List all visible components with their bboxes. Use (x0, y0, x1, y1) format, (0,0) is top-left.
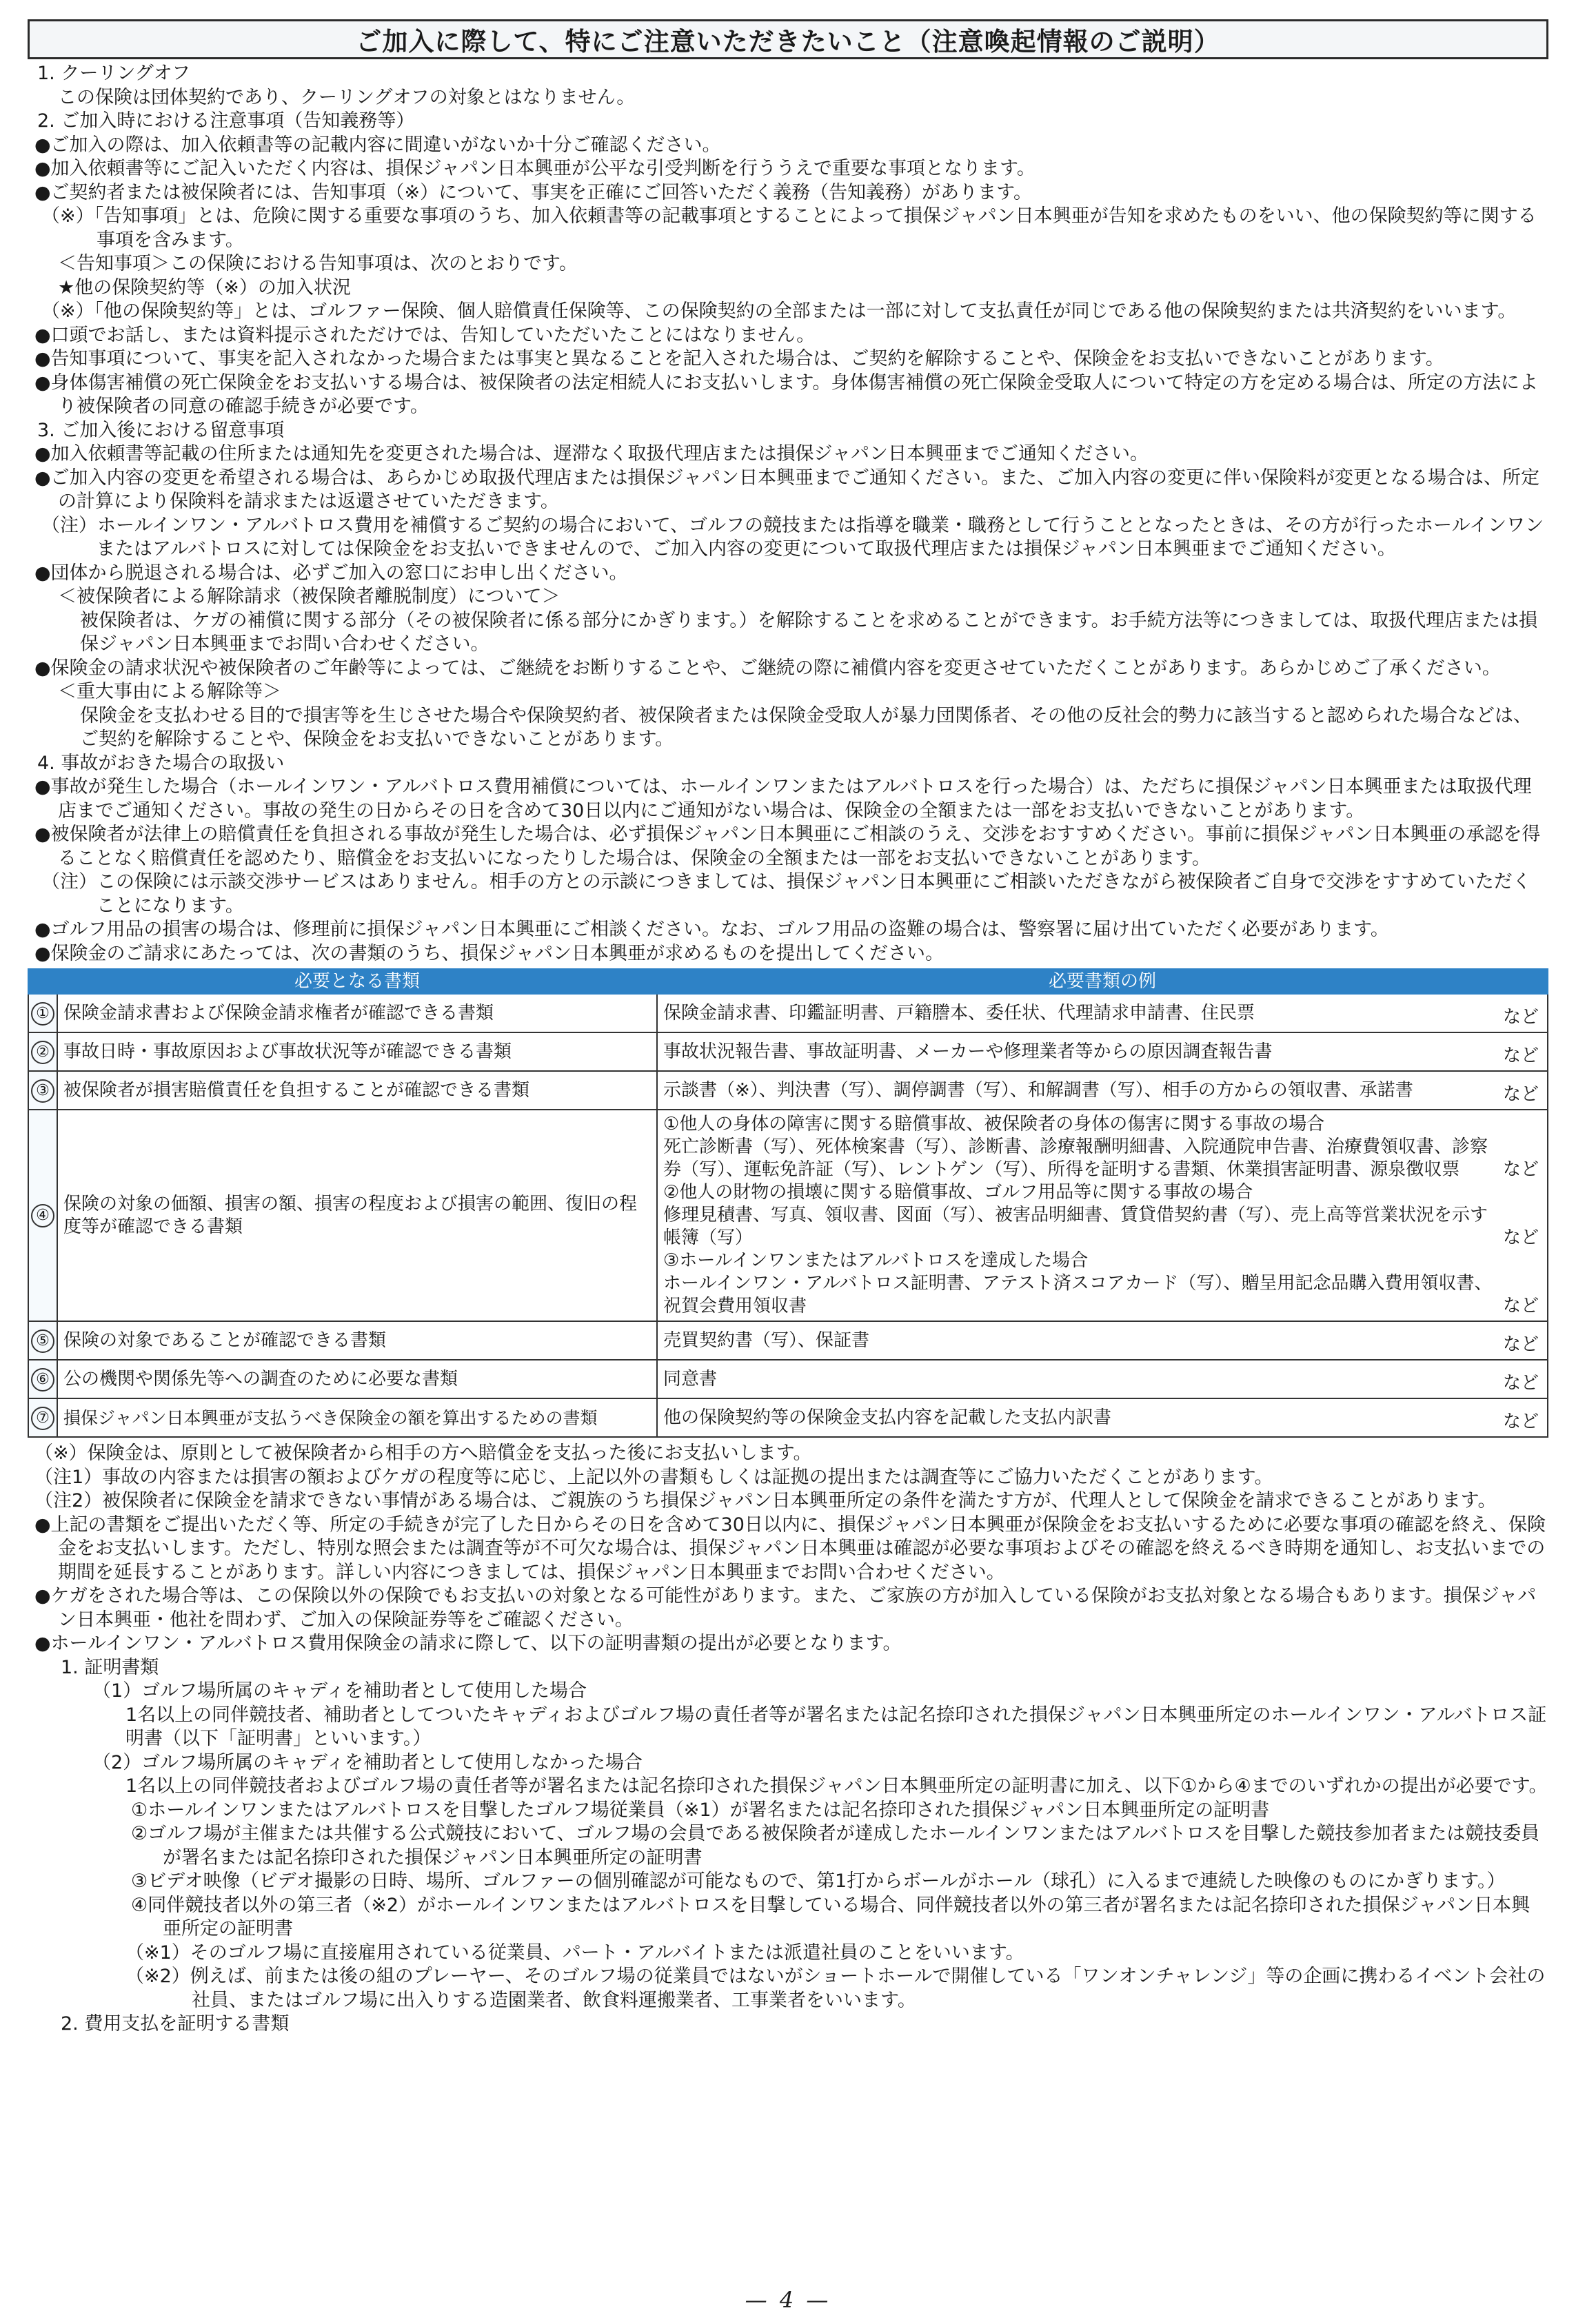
table-row (28, 1032, 1548, 1071)
bullet-item: ●ケガをされた場合等は、この保険以外の保険でもお支払いの対象となる可能性があります。また、ご家族の方が加入している保険がお支払対象となる場合もあります。損保ジャパン日本興亜・他社を問わず、ご加入の保険証券等をご確認ください。 (34, 1585, 1537, 1631)
nado-label: など (1502, 1334, 1539, 1355)
note: （注）この保険には示談交渉サービスはありません。相手の方との示談につきましては、損保ジャパン日本興亜にご相談いただきながら被保険者ご自身で交渉をすすめていただくことになります。 (41, 871, 1531, 917)
table-row (28, 1071, 1548, 1110)
note: （※）保険金は、原則として被保険者から相手の方へ賠償金を支払った後にお支払いします。 (34, 1443, 812, 1464)
paragraph: 1名以上の同伴競技者、補助者としてついたキャディおよびゴルフ場の責任者等が署名または記名捺印された損保ジャパン日本興亜所定のホールインワン・アルバトロス証明書（以下「証明書」といいます。） (125, 1704, 1547, 1749)
table-row (28, 994, 1548, 1032)
nado-label: など (1502, 1159, 1539, 1180)
bullet-item: ●ご契約者または被保険者には、告知事項（※）について、事実を正確にご回答いただく義務（告知義務）があります。 (34, 181, 1032, 203)
row-number: ⑥ (31, 1368, 54, 1392)
bullet-item: ●上記の書類をご提出いただく等、所定の手続きが完了した日からその日を含めて30日以内に、損保ジャパン日本興亜が保険金をお支払いするために必要な事項の確認を終え、保険金をお支払いします。ただし、特別な照会または調査等が不可欠な場合は、損保ジャパン日本興亜は確認が必要な事項およびその確認を終えるべき時期を通知し、お支払いまでの期間を延長することがあります。詳しい内容につきましては、損保ジャパン日本興亜までお問い合わせください。 (34, 1513, 1546, 1583)
page-number: — 4 — (745, 2287, 831, 2313)
bullet-item: ●ゴルフ用品の損害の場合は、修理前に損保ジャパン日本興亜にご相談ください。なお、ゴルフ用品の盗難の場合は、警察署に届け出ていただく必要があります。 (34, 919, 1389, 940)
page (28, 19, 1548, 2037)
nado-label: など (1502, 1227, 1539, 1248)
paragraph: 被保険者は、ケガの補償に関する部分（その被保険者に係る部分にかぎります。）を解除することを求めることができます。お手続方法等につきましては、取扱代理店または損保ジャパン日本興亜までお問い合わせください。 (80, 609, 1538, 655)
list-item: ④同伴競技者以外の第三者（※2）がホールインワンまたはアルバトロスを目撃している場合、同伴競技者以外の第三者が署名または記名捺印された損保ジャパン日本興亜所定の証明書 (131, 1894, 1530, 1939)
bullet-item: ●団体から脱退される場合は、必ずご加入の窓口にお申し出ください。 (34, 562, 628, 584)
subheading: ＜被保険者による解除請求（被保険者離脱制度）について＞ (58, 586, 560, 607)
bullet-item: ●保険金のご請求にあたっては、次の書類のうち、損保ジャパン日本興亜が求めるものを提出してください。 (34, 942, 944, 964)
example-text: ホールインワン・アルバトロス証明書、アテスト済スコアカード（写）、贈呈用記念品購入費用領収書、祝賀会費用領収書 (663, 1273, 1493, 1316)
bullet-item: ●ご加入の際は、加入依頼書等の記載内容に間違いがないか十分ご確認ください。 (34, 134, 721, 156)
section-heading: 1. クーリングオフ (37, 63, 190, 84)
bullet-item: ●告知事項について、事実を記入されなかった場合または事実と異なることを記入された場合は、ご契約を解除することや、保険金をお支払いできないことがあります。 (34, 348, 1444, 369)
example-cell (657, 1110, 1548, 1321)
note: （※）「他の保険契約等」とは、ゴルファー保険、個人賠償責任保険等、この保険契約の全部または一部に対して支払責任が同じである他の保険契約または共済契約をいいます。 (41, 300, 1517, 322)
example-text: 売買契約書（写）、保証書 (663, 1329, 870, 1351)
nado-label: など (1502, 1084, 1539, 1105)
doc-cell: 公の機関や関係先等への調査のために必要な書類 (57, 1360, 657, 1398)
table-header-row (28, 969, 1548, 994)
example-group-heading: ③ホールインワンまたはアルバトロスを達成した場合 (663, 1250, 1089, 1271)
note: （注1）事故の内容または損害の額およびケガの程度等に応じ、上記以外の書類もしくは証拠の提出または調査等にご協力いただくことがあります。 (34, 1466, 1273, 1488)
page-title: ご加入に際して、特にご注意いただきたいこと（注意喚起情報のご説明） (28, 19, 1548, 59)
row-number: ② (31, 1041, 54, 1064)
subheading: 2. 費用支払を証明する書類 (61, 2013, 290, 2035)
example-cell (657, 1071, 1548, 1110)
bullet-item: ●口頭でお話し、または資料提示されただけでは、告知していただいたことにはなりません。 (34, 324, 816, 346)
example-text: 同意書 (663, 1368, 718, 1389)
doc-cell: 保険の対象であることが確認できる書類 (57, 1321, 657, 1360)
bullet-item: ●被保険者が法律上の賠償責任を負担される事故が発生した場合は、必ず損保ジャパン日本興亜にご相談のうえ、交渉をおすすめください。事前に損保ジャパン日本興亜の承認を得ることなく賠償責任を認めたり、賠償金をお支払いになったりした場合は、保険金の全額または一部をお支払いできないことがあります。 (34, 824, 1541, 869)
subheading: （2）ゴルフ場所属のキャディを補助者として使用しなかった場合 (92, 1751, 643, 1773)
subheading: （1）ゴルフ場所属のキャディを補助者として使用した場合 (92, 1680, 587, 1702)
subheading: ＜重大事由による解除等＞ (58, 681, 281, 702)
example-group-heading: ②他人の財物の損壊に関する賠償事故、ゴルフ用品等に関する事故の場合 (663, 1182, 1253, 1203)
document-body (28, 62, 1548, 2037)
paragraph: 1名以上の同伴競技者およびゴルフ場の責任者等が署名または記名捺印された損保ジャパン日本興亜所定の証明書に加え、以下①から④までのいずれかの提出が必要です。 (125, 1775, 1548, 1797)
doc-cell: 損保ジャパン日本興亜が支払うべき保険金の額を算出するための書類 (57, 1398, 657, 1437)
nado-label: など (1502, 1296, 1539, 1316)
nado-label: など (1502, 1373, 1539, 1394)
doc-cell: 事故日時・事故原因および事故状況等が確認できる書類 (57, 1032, 657, 1071)
section-heading: 3. ご加入後における留意事項 (37, 419, 285, 441)
table-row (28, 1321, 1548, 1360)
example-cell (657, 1398, 1548, 1437)
nado-label: など (1502, 1411, 1539, 1432)
table-header-doc: 必要となる書類 (57, 969, 657, 994)
bullet-item: ●ご加入内容の変更を希望される場合は、あらかじめ取扱代理店または損保ジャパン日本興亜までご通知ください。また、ご加入内容の変更に伴い保険料が変更となる場合は、所定の計算により保険料を請求または返還させていただきます。 (34, 467, 1540, 512)
nado-label: など (1502, 1007, 1539, 1028)
example-group-heading: ①他人の身体の障害に関する賠償事故、被保険者の身体の傷害に関する事故の場合 (663, 1114, 1325, 1134)
star-item: ★他の保険契約等（※）の加入状況 (58, 276, 351, 298)
paragraph: この保険は団体契約であり、クーリングオフの対象とはなりません。 (58, 86, 636, 108)
nado-label: など (1502, 1046, 1539, 1066)
subheading: ＜告知事項＞この保険における告知事項は、次のとおりです。 (58, 253, 578, 274)
example-text: 事故状況報告書、事故証明書、メーカーや修理業者等からの原因調査報告書 (663, 1041, 1273, 1062)
note: （※）「告知事項」とは、危険に関する重要な事項のうち、加入依頼書等の記載事項とすることによって損保ジャパン日本興亜が告知を求めたものをいい、他の保険契約等に関する事項を含みます。 (41, 205, 1537, 251)
doc-cell: 保険金請求書および保険金請求権者が確認できる書類 (57, 994, 657, 1032)
paragraph: 保険金を支払わせる目的で損害等を生じさせた場合や保険契約者、被保険者または保険金受取人が暴力団関係者、その他の反社会的勢力に該当すると認められた場合などは、ご契約を解除することや、保険金をお支払いできないことがあります。 (80, 704, 1532, 750)
required-documents-table (28, 968, 1548, 1438)
bullet-item: ●加入依頼書等記載の住所または通知先を変更された場合は、遅滞なく取扱代理店または損保ジャパン日本興亜までご通知ください。 (34, 443, 1149, 465)
example-cell (657, 1321, 1548, 1360)
footnote: （※2）例えば、前または後の組のプレーヤー、そのゴルフ場の従業員ではないがショートホールで開催している「ワンオンチャレンジ」等の企画に携わるイベント会社の社員、またはゴルフ場に出入りする造園業者、飲食料運搬業者、工事業者をいいます。 (125, 1966, 1546, 2011)
bullet-item: ●ホールインワン・アルバトロス費用保険金の請求に際して、以下の証明書類の提出が必要となります。 (34, 1633, 902, 1654)
row-number: ⑤ (31, 1329, 54, 1353)
row-number: ③ (31, 1079, 54, 1103)
bullet-item: ●保険金の請求状況や被保険者のご年齢等によっては、ご継続をお断りすることや、ご継続の際に補償内容を変更させていただくことがあります。あらかじめご了承ください。 (34, 657, 1501, 679)
table-row (28, 1398, 1548, 1437)
list-item: ①ホールインワンまたはアルバトロスを目撃したゴルフ場従業員（※1）が署名または記名捺印された損保ジャパン日本興亜所定の証明書 (131, 1799, 1270, 1821)
bullet-item: ●加入依頼書等にご記入いただく内容は、損保ジャパン日本興亜が公平な引受判断を行ううえで重要な事項となります。 (34, 158, 1035, 179)
example-cell (657, 1360, 1548, 1398)
example-cell (657, 994, 1548, 1032)
doc-cell: 保険の対象の価額、損害の額、損害の程度および損害の範囲、復旧の程度等が確認できる書類 (57, 1110, 657, 1321)
table-row (28, 1360, 1548, 1398)
subheading: 1. 証明書類 (61, 1656, 159, 1678)
row-number: ④ (31, 1204, 54, 1227)
bullet-item: ●事故が発生した場合（ホールインワン・アルバトロス費用補償については、ホールインワンまたはアルバトロスを行った場合）は、ただちに損保ジャパン日本興亜または取扱代理店までご通知ください。事故の発生の日からその日を含めて30日以内にご通知がない場合は、保険金の全額または一部をお支払いできないことがあります。 (34, 776, 1532, 822)
example-cell (657, 1032, 1548, 1071)
example-text: 示談書（※）、判決書（写）、調停調書（写）、和解調書（写）、相手の方からの領収書、承諾書 (663, 1079, 1413, 1101)
list-item: ②ゴルフ場が主催または共催する公式競技において、ゴルフ場の会員である被保険者が達成したホールインワンまたはアルバトロスを目撃した競技参加者または競技委員が署名または記名捺印された損保ジャパン日本興亜所定の証明書 (131, 1823, 1540, 1868)
note: （注）ホールインワン・アルバトロス費用を補償するご契約の場合において、ゴルフの競技または指導を職業・職務として行うこととなったときは、その方が行ったホールインワンまたはアルバトロスに対しては保険金をお支払いできませんので、ご加入内容の変更について取扱代理店または損保ジャパン日本興亜までご通知ください。 (41, 514, 1544, 560)
example-text: 死亡診断書（写）、死体検案書（写）、診断書、診療報酬明細書、入院通院申告書、治療費領収書、診察券（写）、運転免許証（写）、レントゲン（写）、所得を証明する書類、休業損害証明書、源泉徴収票 (663, 1136, 1488, 1180)
table-header-num (28, 969, 57, 994)
table-row (28, 1110, 1548, 1321)
footnote: （※1）そのゴルフ場に直接雇用されている従業員、パート・アルバイトまたは派遣社員のことをいいます。 (125, 1941, 1024, 1964)
section-heading: 4. 事故がおきた場合の取扱い (37, 752, 285, 774)
example-text: 保険金請求書、印鑑証明書、戸籍謄本、委任状、代理請求申請書、住民票 (663, 1002, 1255, 1023)
example-text: 修理見積書、写真、領収書、図面（写）、被害品明細書、賃貸借契約書（写）、売上高等営業状況を示す帳簿（写） (663, 1205, 1488, 1248)
section-heading: 2. ご加入時における注意事項（告知義務等） (37, 110, 415, 132)
table-header-example: 必要書類の例 (657, 969, 1548, 994)
row-number: ⑦ (31, 1407, 54, 1430)
row-number: ① (31, 1002, 54, 1026)
bullet-item: ●身体傷害補償の死亡保険金をお支払いする場合は、被保険者の法定相続人にお支払いします。身体傷害補償の死亡保険金受取人について特定の方を定める場合は、所定の方法により被保険者の同意の確認手続きが必要です。 (34, 371, 1538, 417)
list-item: ③ビデオ映像（ビデオ撮影の日時、場所、ゴルファーの個別確認が可能なもので、第1打からボールがホール（球孔）に入るまで連続した映像のものにかぎります。） (131, 1871, 1506, 1892)
note: （注2）被保険者に保険金を請求できない事情がある場合は、ご親族のうち損保ジャパン日本興亜所定の条件を満たす方が、代理人として保険金を請求できることがあります。 (34, 1490, 1497, 1511)
example-text: 他の保険契約等の保険金支払内容を記載した支払内訳書 (663, 1407, 1112, 1428)
doc-cell: 被保険者が損害賠償責任を負担することが確認できる書類 (57, 1071, 657, 1110)
